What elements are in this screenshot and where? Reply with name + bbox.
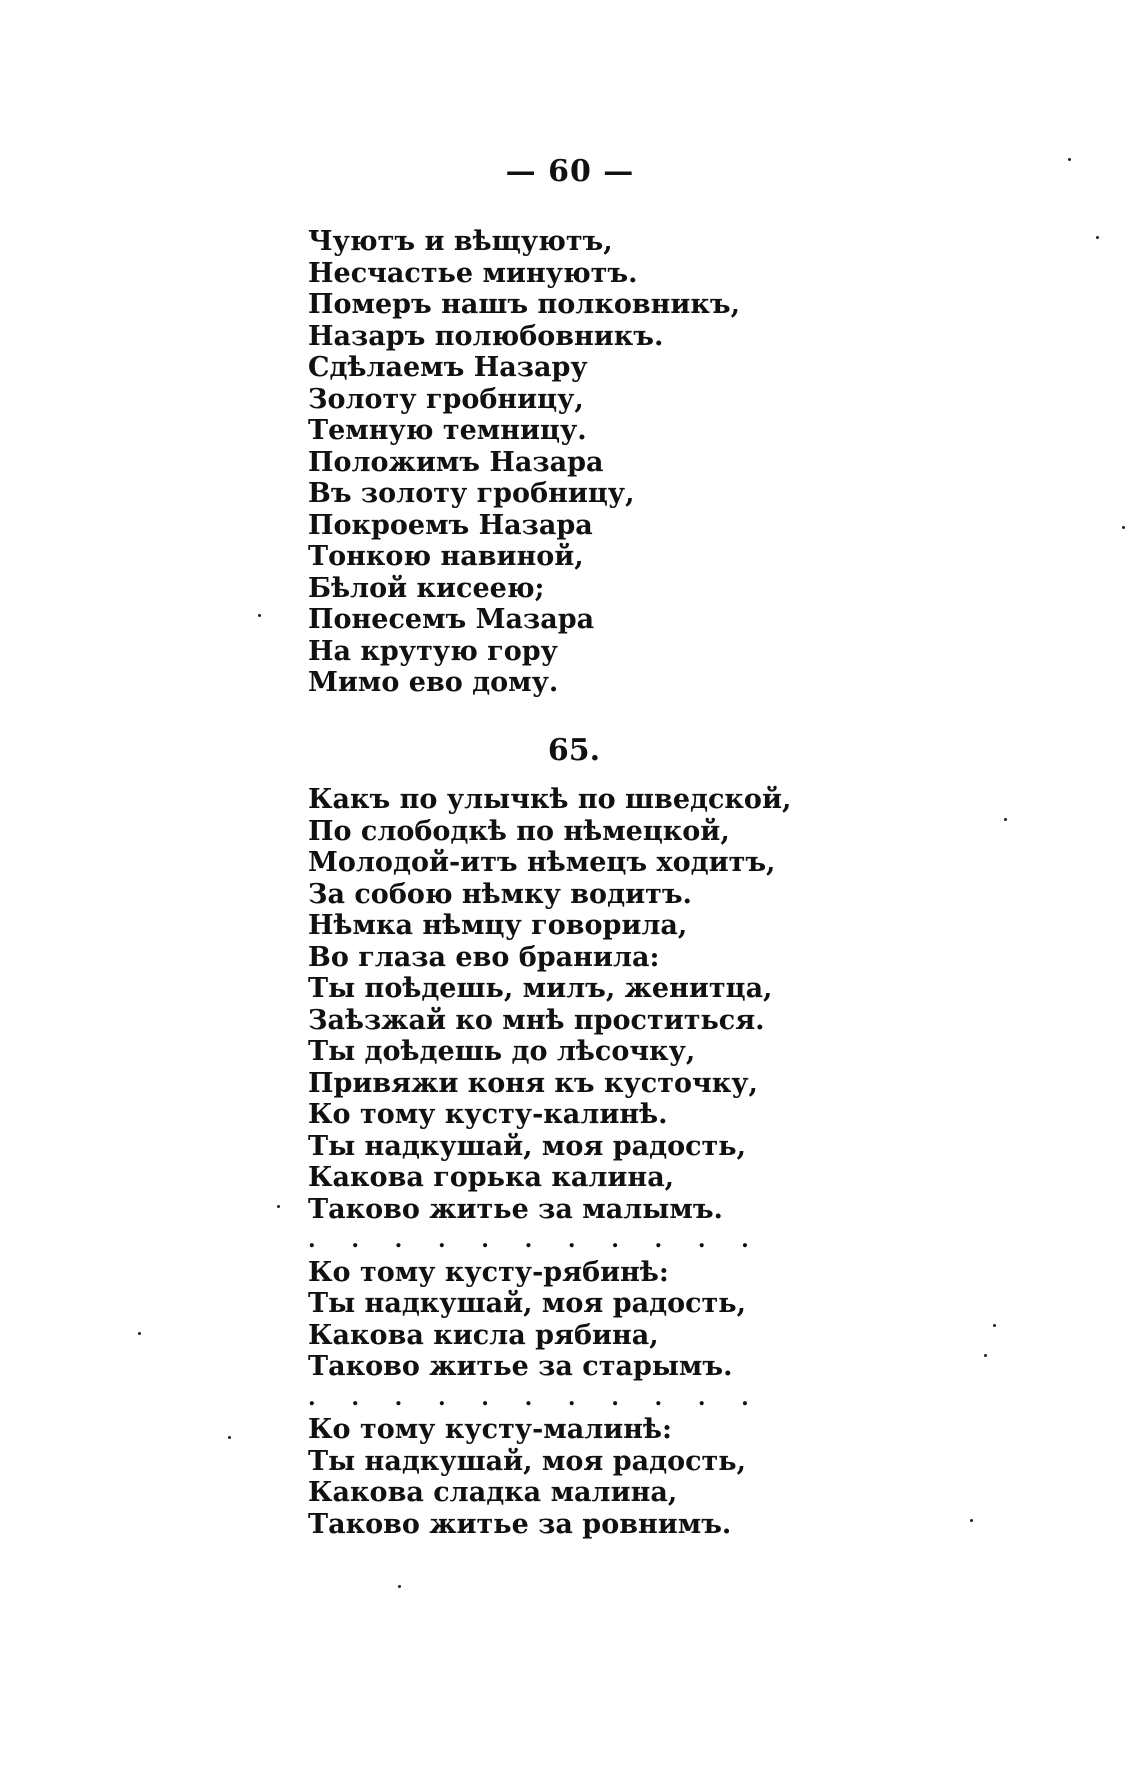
verse-line: Золоту гробницу, [308,383,584,415]
verse-line: Ты надкушай, моя радость, [308,1130,747,1162]
verse-line: Во глаза ево бранила: [308,941,660,973]
verse-line: Ко тому кусту-калинѣ. [308,1099,668,1130]
scan-speck [258,614,261,617]
verse-line: Какова кисла рябина, [308,1319,659,1351]
verse-line: Молодой-итъ нѣмецъ ходитъ, [308,847,776,878]
song-number: 65. [547,733,601,768]
verse-line: Сдѣлаемъ Назару [308,352,588,383]
scan-speck [970,1519,973,1522]
verse-line: Ко тому кусту-рябинѣ: [308,1256,669,1288]
verse-line: Таково житье за старымъ. [308,1351,733,1382]
verse-line: Таково житье за ровнимъ. [308,1508,732,1540]
verse-line: Ты доѣдешь до лѣсочку, [308,1036,696,1067]
scan-speck [138,1332,141,1335]
scan-speck [277,1205,280,1208]
scan-speck [1004,818,1007,821]
verse-line: На крутую гору [308,635,558,667]
scan-speck [1096,236,1099,239]
verse-line: Мимо ево дому. [308,667,559,698]
verse-line: Ко тому кусту-малинѣ: [308,1414,673,1445]
verse-line: Темную темницу. [308,415,587,446]
verse-line: Бѣлой кисеею; [308,572,545,604]
verse-line: Привяжи коня къ кусточку, [308,1067,758,1099]
poem-song-65 [308,784,791,1540]
verse-line: Какова горька калина, [308,1162,675,1193]
scan-speck [1068,158,1071,161]
poem-stanza-continued [308,226,740,699]
verse-line: Какъ по улычкѣ по шведской, [308,784,792,815]
scan-speck [398,1585,401,1588]
verse-line: Померъ нашъ полковникъ, [308,289,740,320]
verse-line: За собою нѣмку водитъ. [308,878,692,910]
scan-speck [228,1436,231,1439]
scan-speck [993,1324,996,1327]
verse-line: Понесемъ Мазара [308,604,595,635]
verse-line: Тонкою навиной, [308,541,584,572]
verse-line: По слободкѣ по нѣмецкой, [308,815,730,847]
verse-line: Въ золоту гробницу, [308,478,635,509]
omission-dots: . . . . . . . . . . . [308,1384,763,1411]
verse-line: Чуютъ и вѣщуютъ, [308,226,613,257]
verse-line: Ты надкушай, моя радость, [308,1445,747,1477]
verse-line: Ты надкушай, моя радость, [308,1288,747,1319]
verse-line: Покроемъ Назара [308,509,593,541]
scan-speck [1122,526,1125,529]
verse-line: Какова сладка малина, [308,1477,678,1508]
verse-line: Назаръ полюбовникъ. [308,320,664,352]
verse-line: Ты поѣдешь, милъ, женитца, [308,973,773,1004]
page-number: — 60 — [505,154,635,189]
verse-line: Таково житье за малымъ. [308,1193,723,1225]
verse-line: Заѣзжай ко мнѣ проститься. [308,1004,765,1036]
omission-dots: . . . . . . . . . . . [308,1227,763,1253]
verse-line: Несчастье минуютъ. [308,257,638,289]
scan-speck [984,1354,987,1357]
verse-line: Нѣмка нѣмцу говорила, [308,910,688,941]
verse-line: Положимъ Назара [308,446,604,478]
